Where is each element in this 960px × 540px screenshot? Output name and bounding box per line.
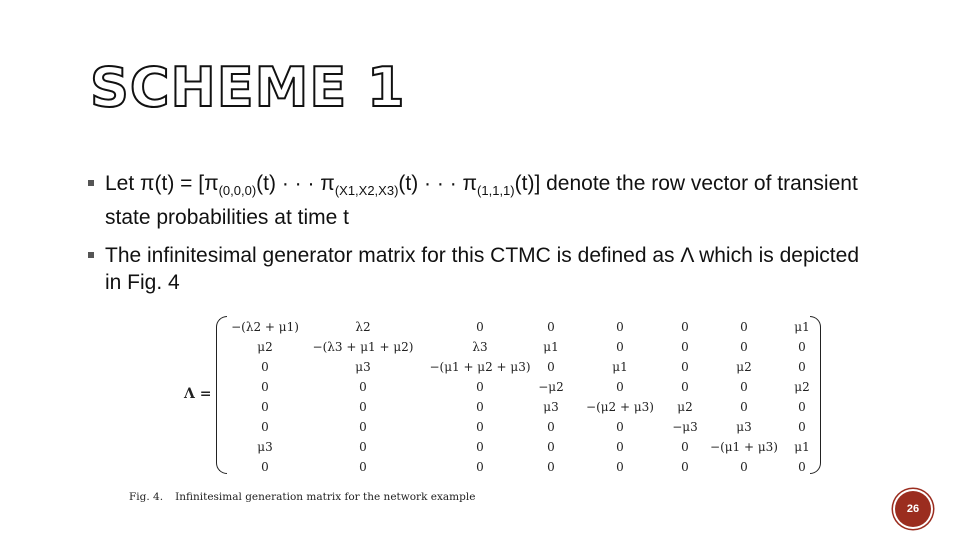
matrix-cell: 0 bbox=[547, 460, 555, 474]
bullet-subscript: (0,0,0) bbox=[218, 183, 257, 199]
matrix-cell: 0 bbox=[547, 420, 555, 434]
matrix-cell: 0 bbox=[740, 460, 748, 474]
matrix-cell: 0 bbox=[616, 420, 624, 434]
bullet-text: The infinitesimal generator matrix for this CTMC is defined as Λ which is depicted in Fig. 4 bbox=[105, 244, 860, 295]
matrix-cell: μ3 bbox=[355, 360, 371, 374]
caption-figure-number: Fig. 4. bbox=[129, 491, 164, 503]
matrix-cell: 0 bbox=[681, 460, 689, 474]
matrix-cell: 0 bbox=[476, 320, 484, 334]
bullet-subscript: (X1,X2,X3) bbox=[334, 183, 399, 199]
matrix-cell: −μ3 bbox=[672, 420, 698, 434]
matrix-label: Λ = bbox=[184, 386, 212, 402]
bullet-list bbox=[88, 170, 868, 307]
matrix-cell: λ3 bbox=[472, 340, 488, 354]
matrix-cell: 0 bbox=[798, 420, 806, 434]
matrix-cell: 0 bbox=[261, 380, 269, 394]
matrix-cell: μ1 bbox=[794, 440, 810, 454]
matrix-cell: μ3 bbox=[543, 400, 559, 414]
matrix-cell: 0 bbox=[261, 400, 269, 414]
matrix-cell: 0 bbox=[798, 340, 806, 354]
matrix-cell: λ2 bbox=[355, 320, 371, 334]
matrix-cell: 0 bbox=[681, 360, 689, 374]
matrix-cell: 0 bbox=[740, 340, 748, 354]
matrix-cell: 0 bbox=[740, 320, 748, 334]
matrix-cell: −(λ3 + μ1 + μ2) bbox=[312, 340, 414, 354]
matrix-cell: −(μ1 + μ2 + μ3) bbox=[429, 360, 531, 374]
bullet-text-part: (t) · · · π bbox=[398, 172, 478, 195]
matrix-cell: −μ2 bbox=[538, 380, 564, 394]
matrix-cell: μ2 bbox=[677, 400, 693, 414]
matrix-cell: 0 bbox=[261, 460, 269, 474]
matrix-cell: 0 bbox=[616, 460, 624, 474]
matrix-cell: μ3 bbox=[736, 420, 752, 434]
generator-matrix-figure bbox=[170, 306, 830, 486]
matrix-cell: 0 bbox=[798, 360, 806, 374]
matrix-cell: 0 bbox=[740, 380, 748, 394]
matrix-cell: 0 bbox=[616, 440, 624, 454]
matrix-cell: 0 bbox=[476, 420, 484, 434]
matrix-cell: μ3 bbox=[257, 440, 273, 454]
matrix-cell: 0 bbox=[547, 360, 555, 374]
matrix-cell: μ1 bbox=[794, 320, 810, 334]
matrix-cell: 0 bbox=[476, 440, 484, 454]
matrix-cell: 0 bbox=[798, 460, 806, 474]
bullet-text-part: Let π(t) = [π bbox=[105, 172, 219, 195]
matrix-cell: 0 bbox=[681, 440, 689, 454]
matrix-cell: 0 bbox=[359, 460, 367, 474]
matrix-left-paren bbox=[216, 316, 227, 474]
bullet-square-icon bbox=[88, 252, 94, 258]
matrix-cell: μ1 bbox=[543, 340, 559, 354]
matrix-cell: μ2 bbox=[257, 340, 273, 354]
matrix-cell: 0 bbox=[476, 460, 484, 474]
matrix-cell: 0 bbox=[740, 400, 748, 414]
figure-caption bbox=[129, 491, 475, 503]
matrix-cell: 0 bbox=[359, 420, 367, 434]
matrix-cell: 0 bbox=[359, 400, 367, 414]
matrix-cell: 0 bbox=[261, 420, 269, 434]
matrix-cell: 0 bbox=[261, 360, 269, 374]
matrix-cell: 0 bbox=[547, 440, 555, 454]
matrix-cell: −(λ2 + μ1) bbox=[231, 320, 299, 334]
bullet-subscript: (1,1,1) bbox=[477, 183, 515, 199]
matrix-cell: 0 bbox=[681, 380, 689, 394]
matrix-cell: μ2 bbox=[736, 360, 752, 374]
matrix-cell: −(μ1 + μ3) bbox=[710, 440, 778, 454]
matrix-cell: 0 bbox=[681, 320, 689, 334]
matrix-cell: μ1 bbox=[612, 360, 628, 374]
matrix-cell: μ2 bbox=[794, 380, 810, 394]
matrix-cell: 0 bbox=[359, 440, 367, 454]
matrix-cell: 0 bbox=[359, 380, 367, 394]
bullet-item bbox=[88, 242, 868, 296]
caption-text: Infinitesimal generation matrix for the network example bbox=[175, 491, 476, 503]
matrix-cell: 0 bbox=[616, 340, 624, 354]
matrix-cell: −(μ2 + μ3) bbox=[586, 400, 654, 414]
bullet-item bbox=[88, 170, 868, 231]
matrix-cell: 0 bbox=[616, 380, 624, 394]
matrix-cell: 0 bbox=[547, 320, 555, 334]
bullet-text-part: (t) · · · π bbox=[256, 172, 335, 195]
bullet-text-part: (t)] denote the row vector of transient state probabilities at time t bbox=[105, 172, 858, 230]
matrix-cell: 0 bbox=[476, 400, 484, 414]
matrix-cell: 0 bbox=[476, 380, 484, 394]
bullet-square-icon bbox=[88, 180, 94, 186]
slide-title: SCHEME 1 bbox=[90, 56, 406, 119]
matrix-cell: 0 bbox=[798, 400, 806, 414]
page-number-badge: 26 bbox=[895, 491, 931, 527]
matrix-cell: 0 bbox=[681, 340, 689, 354]
matrix-cell: 0 bbox=[616, 320, 624, 334]
matrix-right-paren bbox=[810, 316, 821, 474]
